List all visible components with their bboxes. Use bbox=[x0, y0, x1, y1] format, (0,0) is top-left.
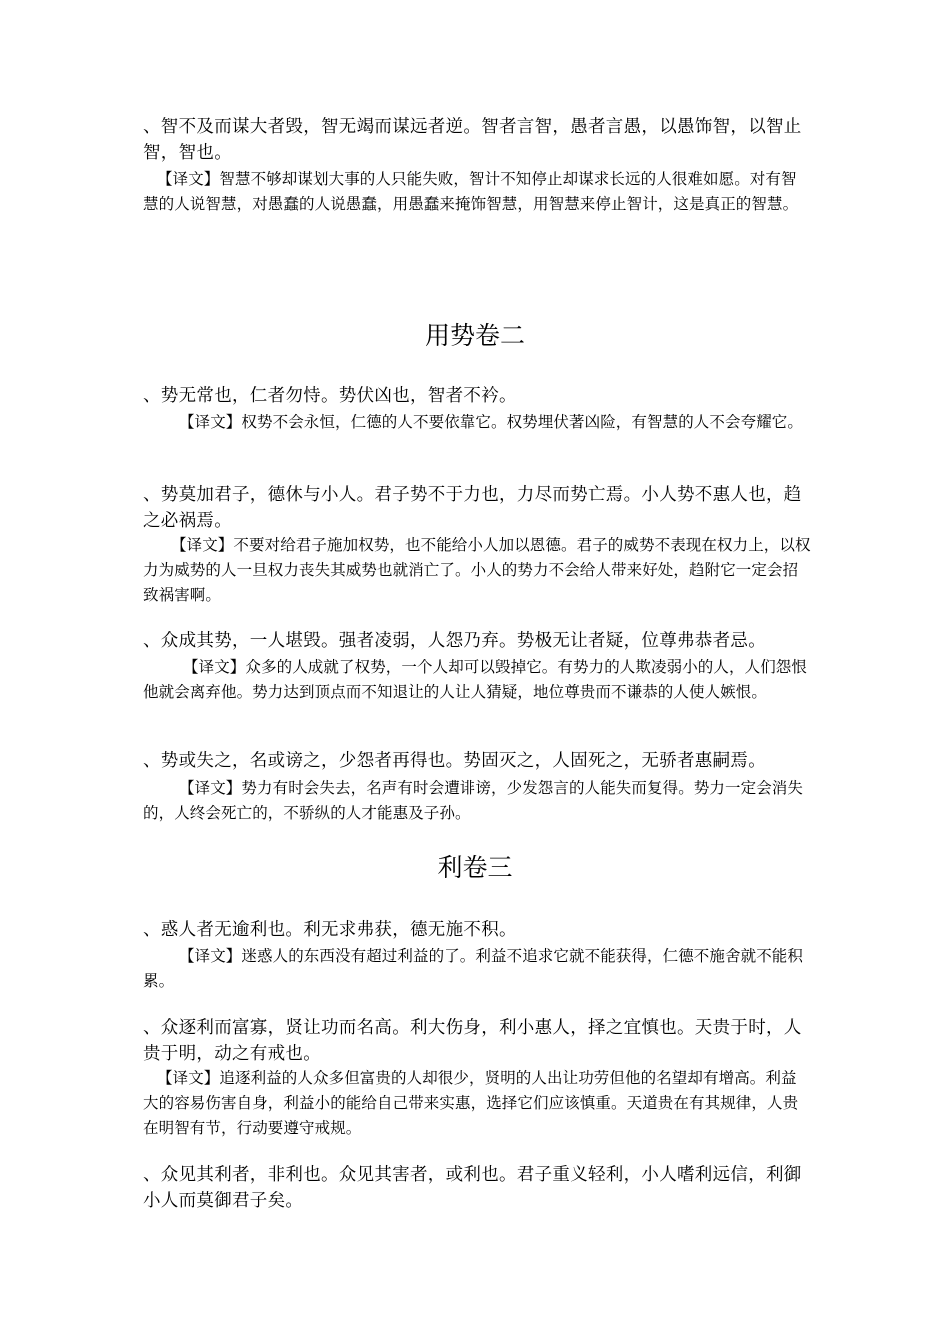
entry-text: 、众成其势，一人堪毁。强者凌弱，人怨乃弃。势极无让者疑，位尊弗恭者忌。 bbox=[143, 631, 766, 651]
entry-text: 、众见其利者，非利也。众见其害者，或利也。君子重义轻利，小人嗜利远信，利御小人而莫御君子矣。 bbox=[143, 1165, 802, 1211]
entry-translation: 【译文】追逐利益的人众多但富贵的人却很少，贤明的人出让功劳但他的名望却有增高。利益大的容易伤害自身，利益小的能给自己带来实惠，选择它们应该慎重。天道贵在有其规律，人贵在明智有节，行动要遵守戒规。 bbox=[143, 1069, 799, 1137]
entry-translation: 【译文】势力有时会失去，名声有时会遭诽谤，少发怨言的人能失而复得。势力一定会消失的，人终会死亡的，不骄纵的人才能惠及子孙。 bbox=[143, 779, 804, 822]
entry-translation: 【译文】不要对给君子施加权势，也不能给小人加以恩德。君子的威势不表现在权力上，以权力为威势的人一旦权力丧失其威势也就消亡了。小人的势力不会给人带来好处，趋附它一定会招致祸害啊。 bbox=[143, 536, 811, 604]
entry-text: 、惑人者无逾利也。利无求弗获，德无施不积。 bbox=[143, 920, 517, 940]
entry-translation: 【译文】迷惑人的东西没有超过利益的了。利益不追求它就不能获得，仁德不施舍就不能积累。 bbox=[143, 947, 804, 990]
entry-text: 、众逐利而富寡，贤让功而名高。利大伤身，利小惠人，择之宜慎也。天贵于时，人贵于明，动之有戒也。 bbox=[143, 1018, 802, 1064]
entry-text: 、势或失之，名或谤之，少怨者再得也。势固灭之，人固死之，无骄者惠嗣焉。 bbox=[143, 751, 766, 771]
entry-translation: 【译文】众多的人成就了权势，一个人却可以毁掉它。有势力的人欺凌弱小的人，人们怨恨他就会离弃他。势力达到顶点而不知退让的人让人猜疑，地位尊贵而不谦恭的人使人嫉恨。 bbox=[143, 658, 808, 701]
opening-text: 、智不及而谋大者毁，智无竭而谋远者逆。智者言智，愚者言愚，以愚饰智，以智止智，智也。 bbox=[143, 117, 802, 163]
section-title-yongshi: 用势卷二 bbox=[424, 321, 525, 350]
opening-translation: 【译文】智慧不够却谋划大事的人只能失败，智计不知停止却谋求长远的人很难如愿。对有智慧的人说智慧，对愚蠢的人说愚蠢，用愚蠢来掩饰智慧，用智慧来停止智计，这是真正的智慧。 bbox=[143, 170, 799, 213]
entry-text: 、势无常也，仁者勿恃。势伏凶也，智者不衿。 bbox=[143, 386, 517, 406]
entry-text: 、势莫加君子，德休与小人。君子势不于力也，力尽而势亡焉。小人势不惠人也，趋之必祸焉。 bbox=[143, 485, 802, 531]
section-title-li: 利卷三 bbox=[437, 853, 513, 882]
entry-translation: 【译文】权势不会永恒，仁德的人不要依靠它。权势埋伏著凶险，有智慧的人不会夸耀它。 bbox=[179, 413, 804, 431]
